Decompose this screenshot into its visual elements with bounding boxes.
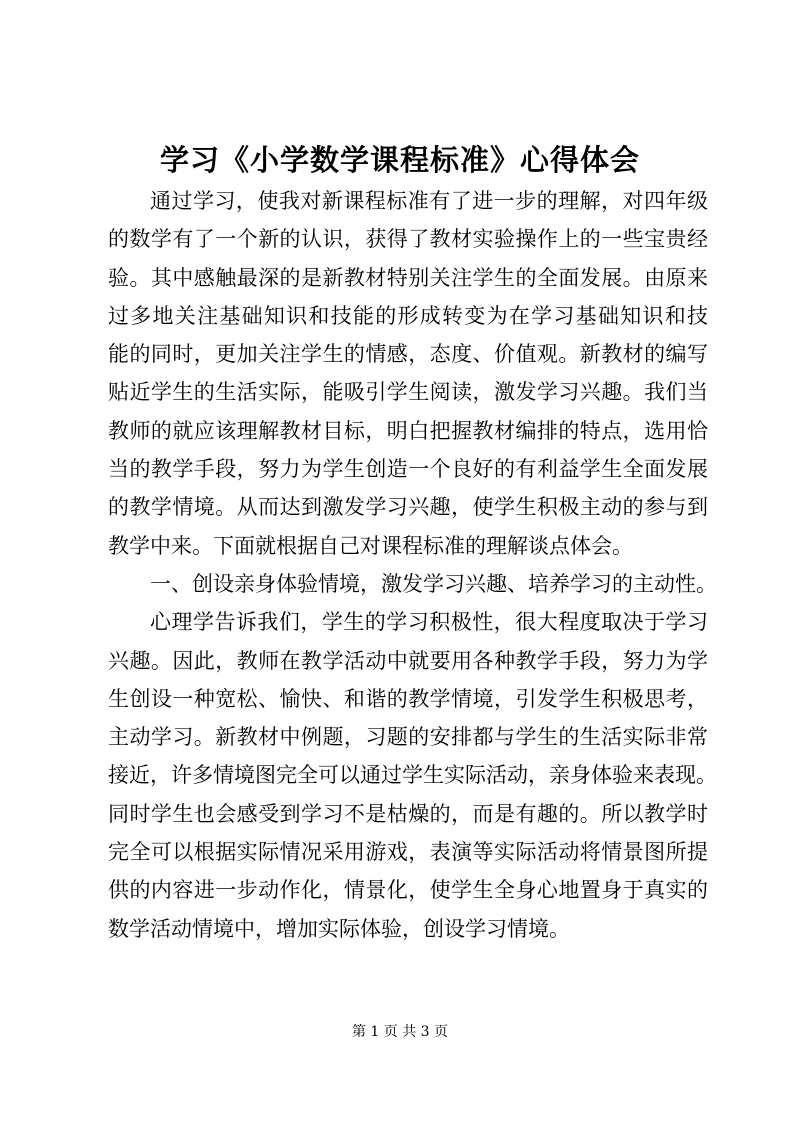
document-body	[108, 182, 717, 948]
paragraph-line: 供的内容进一步动作化，情景化，使学生全身心地置身于真实的	[108, 878, 708, 903]
paragraph-line: 生创设一种宽松、愉快、和谐的教学情境，引发学生积极思考，	[108, 686, 708, 711]
document-title: 学习《小学数学课程标准》心得体会	[159, 143, 640, 177]
paragraph-line: 的数学有了一个新的认识，获得了教材实验操作上的一些宝贵经	[108, 227, 708, 252]
section-heading: 一、创设亲身体验情境，激发学习兴趣、培养学习的主动性。	[150, 571, 717, 596]
paragraph-line: 验。其中感触最深的是新教材特别关注学生的全面发展。由原来	[108, 265, 708, 290]
paragraph-line: 心理学告诉我们，学生的学习积极性，很大程度取决于学习	[150, 610, 708, 635]
page-indicator: 第 1 页 共 3 页	[351, 1024, 449, 1040]
paragraph-line: 贴近学生的生活实际，能吸引学生阅读，激发学习兴趣。我们当	[108, 380, 708, 405]
paragraph-line: 数学活动情境中，增加实际体验，创设学习情境。	[108, 916, 570, 941]
paragraph-line: 主动学习。新教材中例题，习题的安排都与学生的生活实际非常	[108, 725, 708, 750]
paragraph-line: 完全可以根据实际情况采用游戏，表演等实际活动将情景图所提	[108, 840, 708, 865]
paragraph-line: 兴趣。因此，教师在教学活动中就要用各种教学手段，努力为学	[108, 648, 708, 673]
paragraph-line: 能的同时，更加关注学生的情感，态度、价值观。新教材的编写	[108, 342, 708, 367]
paragraph-line: 通过学习，使我对新课程标准有了进一步的理解，对四年级	[150, 189, 708, 213]
paragraph-line: 当的教学手段，努力为学生创造一个良好的有利益学生全面发展	[108, 457, 708, 482]
paragraph-line: 教师的就应该理解教材目标，明白把握教材编排的特点，选用恰	[108, 418, 708, 443]
paragraph-line: 同时学生也会感受到学习不是枯燥的，而是有趣的。所以教学时	[108, 801, 708, 826]
paragraph-line: 的教学情境。从而达到激发学习兴趣，使学生积极主动的参与到	[108, 495, 708, 520]
paragraph-line: 接近，许多情境图完全可以通过学生实际活动，亲身体验来表现。	[108, 763, 717, 788]
paragraph-line: 过多地关注基础知识和技能的形成转变为在学习基础知识和技	[108, 303, 708, 328]
paragraph-line: 教学中来。下面就根据自己对课程标准的理解谈点体会。	[108, 533, 633, 558]
